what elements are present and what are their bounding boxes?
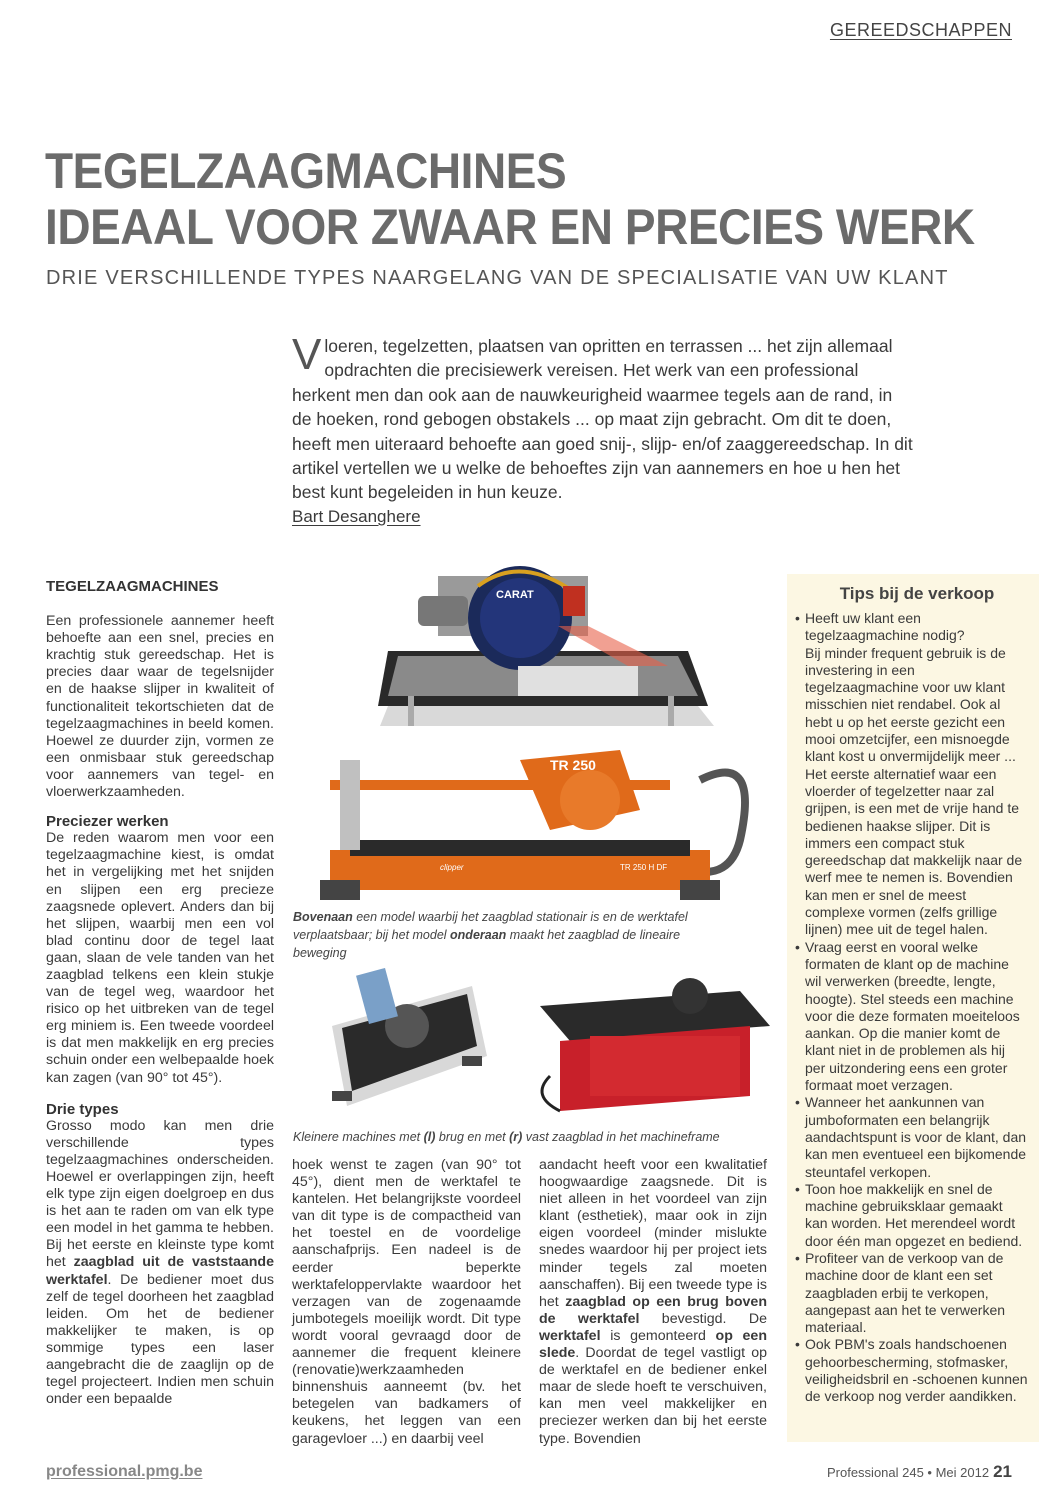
brand-label-clipper: clipper (440, 863, 464, 872)
dropcap: V (292, 330, 322, 379)
brand-label-carat: CARAT (496, 589, 534, 601)
paragraph-3: Grosso modo kan men drie verschillende types tegelzaagmachines onderscheiden. Hoewel er overlappingen zijn, heeft elk type zijn eigen doelgroep en dus is het aan te raden om van elk type een model in het gamma te hebben. Bij het eerste en kleinste type komt het zaagblad uit de vaststaande werktafel. De bediener moet dus zelf de tegel doorheen het zaagblad leiden. Om het de bediener makkelijker te maken, is op sommige types een laser aangebracht die de zaaglijn op de tegel projecteert. Indien men schuin onder een bepaalde (46, 1117, 274, 1408)
paragraph-col3: aandacht heeft voor een kwalitatief hoogwaardige zaagsnede. Dit is niet alleen in het voordeel van zijn klant (esthetiek), maar ook in zijn eigen voordeel (minder mislukte snedes waardoor hij per project iets minder tegels zal moeten aanschaffen). Bij een tweede type is het zaagblad op een brug boven de werktafel bevestigd. De werktafel is gemonteerd op een slede. Doordat de tegel vastligt op de werktafel en de bediener enkel maar de slede hoeft te verschuiven, kan men veel makkelijker en preciezer werken dan bij het eerste type. Bovendien (539, 1157, 767, 1447)
author-byline[interactable]: Bart Desanghere (292, 507, 421, 526)
page-number: 21 (993, 1462, 1012, 1481)
section-heading-tegelzaagmachines: TEGELZAAGMACHINES (46, 578, 219, 595)
article-column-1 (46, 578, 274, 1408)
paragraph-2: De reden waarom men voor een tegelzaagmachine kiest, is omdat het in vergelijking met het snijden en slijpen een erg precieze zaagsnede oplevert. Anders dan bij het slijpen, waarbij men een vol blad continu door de tegel laat gaan, slaan de vele tanden van het zaagblad telkens een klein stukje van de tegel weg, waardoor het risico op het uitbreken van de tegel erg miniem is. Een tweede voordeel is dat men makkelijk en erg precies schuin onder een welbepaalde hoek kan zagen (van 90° tot 45°). (46, 830, 274, 1086)
article-column-3 (539, 1157, 767, 1448)
paragraph-1: Een professionele aannemer heeft behoefte aan een snel, precies en krachtig stuk gereedschap. Het is precies daar waar de tegelsnijder en de haakse slijper in kwaliteit of functionaliteit tekortschieten dat de tegelzaagmachines in beeld komen. Hoewel ze duurder zijn, vormen ze een onmisbaar stuk gereedschap voor aannemers van tegel- en vloerwerkzaamheden. (46, 613, 274, 801)
tips-sidebar (787, 574, 1039, 1442)
tip-item-continuation: Bij minder frequent gebruik is de investering in een tegelzaagmachine voor uw klant misschien niet rendabel. Ook al hebt u op het eerste gezicht een mooi omzetcijfer, een misnoegde klant kost u onvermijdelijk meer ... (805, 644, 1016, 765)
article-subtitle: DRIE VERSCHILLENDE TYPES NAARGELANG VAN DE SPECIALISATIE VAN UW KLANT (46, 267, 949, 289)
tip-item-continuation: Het eerste alternatief waar een vloerder of tegelzetter naar zal grijpen, is een met de vrije hand te bedienen haakse slijper. Dit is immers een compact stuk gereedschap dat makkelijk naar de werf mee te nemen is. Bovendien kan men er snel de meest complexe vormen (zelfs grillige lijnen) mee uit de tegel halen. (805, 765, 1023, 938)
article-title (45, 143, 975, 255)
section-heading-preciezer: Preciezer werken (46, 813, 169, 831)
tip-item: • Toon hoe makkelijk en snel de machine gebruiksklaar gemaakt kan worden. Het merendeel wordt door één man opgezet en bediend. (805, 1181, 1029, 1250)
footer-site-link[interactable]: professional.pmg.be (46, 1463, 203, 1480)
section-heading-drie-types: Drie types (46, 1100, 119, 1118)
tip-item: • Wanneer het aankunnen van jumboformaten een belangrijk aandachtspunt is voor de klant, dan kan men eventueel een bijkomende steuntafel verkopen. (805, 1094, 1029, 1180)
caption-figure-2: Kleinere machines met (l) brug en met (r) vast zaagblad in het machineframe (293, 1130, 720, 1144)
tips-title: Tips bij de verkoop (839, 584, 995, 603)
red-table-saw-image (530, 966, 774, 1116)
tip-item: • Heeft uw klant een tegelzaagmachine nodig? (805, 610, 1029, 645)
intro-text: loeren, tegelzetten, plaatsen van opritten en terrassen ... het zijn allemaal opdrachten die precisiewerk vereisen. Het werk van een professional herkent men dan ook aan de nauwkeurigheid waarmee tegels aan de rand, in de hoeken, rond gebogen obstakels ... op maat zijn gebracht. Om dit te doen, heeft men uiteraard behoefte aan goed snij-, slijp- en/of zaaggereedschap. In dit artikel vertellen we u welke de behoeftes zijn van aannemers en hoe u hen het best kunt begeleiden in hun keuze. (292, 336, 913, 503)
article-column-2 (292, 1157, 521, 1448)
carat-tile-saw-image (368, 556, 722, 730)
intro-paragraph (292, 330, 914, 505)
small-bridge-saw-image (322, 966, 492, 1116)
tips-list (805, 610, 1029, 1406)
tip-item: • Ook PBM's zoals handschoenen gehoorbescherming, stofmasker, veiligheidsbril en -schoenen kunnen de verkoop nog verder aandikken. (805, 1336, 1029, 1405)
section-label: GEREEDSCHAPPEN (829, 20, 1012, 40)
paragraph-col2: hoek wenst te zagen (van 90° tot 45°), dient men de werktafel te kantelen. Het belangrijkste voordeel van dit type is de compactheid van het toestel en de voordelige aanschafprijs. Een nadeel is de eerder beperkte werktafeloppervlakte waardoor het verzagen van de zogenaamde jumbotegels moeilijk wordt. Dit type wordt vooral gevraagd door de aannemer die frequent kleinere (renovatie)werkzaamheden binnenshuis aanneemt (bv. het betegelen van badkamers of keukens, het leggen van een garagevloer ...) en daarbij veel (292, 1157, 521, 1447)
tip-item: • Vraag eerst en vooral welke formaten de klant op de machine wil verwerken (breedte, lengte, hoogte). Stel steeds een machine voor die deze formaten moeiteloos aankan. Op die manier komt de klant niet in de problemen als hij per uitzondering eens een groter formaat moet verzagen. (805, 939, 1029, 1095)
model-label-tr250-hdf: TR 250 H DF (620, 863, 668, 872)
footer-issue (827, 1462, 1012, 1482)
title-line-1: TEGELZAAGMACHINES (45, 143, 567, 199)
title-line-2: IDEAAL VOOR ZWAAR EN PRECIES WERK (45, 199, 975, 255)
model-label-tr250: TR 250 (550, 757, 596, 773)
tip-item: • Profiteer van de verkoop van de machine door de klant een set zaagbladen erbij te verkopen, aangepast aan het te verwerken materiaal. (805, 1250, 1029, 1336)
issue-label: Professional 245 • Mei 2012 (826, 1465, 990, 1480)
tr250-tile-saw-image (320, 740, 760, 902)
caption-figure-1: Bovenaan een model waarbij het zaagblad stationair is en de werktafel verplaatsbaar; bij het model onderaan maakt het zaagblad de lineaire beweging (293, 910, 688, 960)
